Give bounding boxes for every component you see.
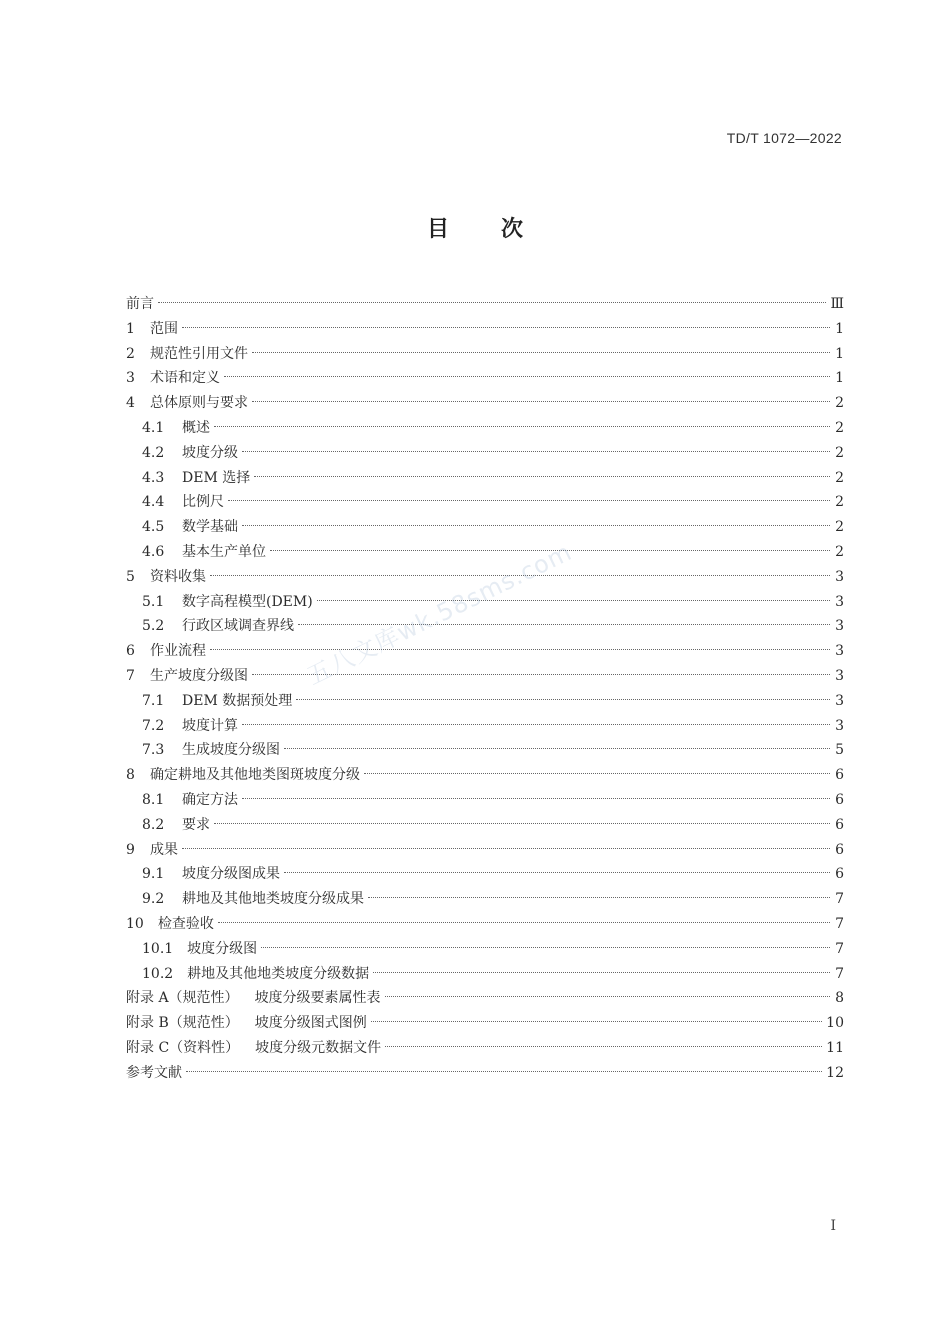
- toc-entry-number: 3: [126, 370, 135, 387]
- toc-leader-dots: [317, 600, 830, 601]
- standard-code: TD/T 1072—2022: [726, 130, 842, 146]
- toc-entry-title: 行政区域调查界线: [182, 618, 294, 635]
- toc-entry-title: 规范性引用文件: [150, 345, 248, 362]
- toc-leader-dots: [368, 897, 830, 898]
- toc-entry-page: 7: [835, 940, 844, 957]
- toc-entry[interactable]: [126, 962, 844, 987]
- toc-entry-page: 6: [835, 767, 844, 784]
- toc-entry-number: 9.1: [142, 866, 165, 883]
- toc-entry-title: 数字高程模型(DEM): [182, 593, 313, 610]
- toc-leader-dots: [385, 996, 830, 997]
- toc-entry-number: 6: [126, 643, 135, 660]
- toc-leader-dots: [261, 947, 830, 948]
- toc-entry-title: 坡度分级要素属性表: [254, 990, 381, 1007]
- toc-entry[interactable]: [126, 1011, 844, 1036]
- toc-entry-page: 3: [835, 618, 844, 635]
- toc-entry[interactable]: [126, 1061, 844, 1086]
- toc-entry-number: 7.3: [142, 742, 165, 759]
- toc-entry-page: 6: [835, 791, 844, 808]
- toc-entry-number: 4.3: [142, 469, 165, 486]
- toc-entry-page: 6: [835, 841, 844, 858]
- toc-entry[interactable]: [126, 441, 844, 466]
- toc-entry-title: 总体原则与要求: [150, 395, 248, 412]
- toc-entry-number: 10.1: [142, 940, 174, 957]
- toc-leader-dots: [296, 699, 830, 700]
- toc-entry-page: 2: [835, 419, 844, 436]
- toc-entry-number: 1: [126, 320, 135, 337]
- page-title: [0, 212, 950, 243]
- toc-entry-page: 3: [835, 717, 844, 734]
- toc-entry-page: 7: [835, 891, 844, 908]
- toc-entry-title: 比例尺: [182, 494, 224, 511]
- toc-entry[interactable]: [126, 689, 844, 714]
- toc-leader-dots: [252, 352, 830, 353]
- toc-leader-dots: [182, 848, 830, 849]
- toc-entry[interactable]: [126, 416, 844, 441]
- toc-entry-page: 2: [835, 469, 844, 486]
- toc-entry-page: 5: [835, 742, 844, 759]
- toc-entry-title: 要求: [182, 816, 210, 833]
- toc-entry-page: Ⅲ: [830, 296, 844, 312]
- toc-leader-dots: [371, 1021, 822, 1022]
- toc-entry-page: 1: [835, 320, 844, 337]
- toc-entry-number: 7: [126, 667, 135, 684]
- toc-entry-page: 8: [835, 990, 844, 1007]
- toc-leader-dots: [242, 451, 830, 452]
- toc-entry-page: 12: [826, 1064, 844, 1081]
- toc-entry-number: 8: [126, 767, 135, 784]
- toc-entry-title: 耕地及其他地类坡度分级成果: [182, 891, 364, 908]
- toc-leader-dots: [252, 401, 830, 402]
- toc-leader-dots: [210, 575, 830, 576]
- toc-entry-title: 确定方法: [182, 791, 238, 808]
- toc-leader-dots: [270, 550, 830, 551]
- toc-entry-number: 9: [126, 841, 135, 858]
- toc-leader-dots: [385, 1046, 822, 1047]
- toc-entry[interactable]: [126, 862, 844, 887]
- toc-entry[interactable]: [126, 391, 844, 416]
- toc-entry-title: DEM 选择: [182, 469, 251, 486]
- toc-entry-title: 资料收集: [150, 568, 206, 585]
- toc-entry-number: 4.4: [142, 494, 165, 511]
- toc-entry-page: 1: [835, 370, 844, 387]
- toc-entry-title: 作业流程: [150, 643, 206, 660]
- toc-entry-page: 6: [835, 816, 844, 833]
- toc-entry-number: 附录 C（资料性）: [126, 1039, 240, 1056]
- toc-leader-dots: [242, 724, 830, 725]
- toc-entry[interactable]: [126, 887, 844, 912]
- toc-leader-dots: [298, 624, 830, 625]
- toc-entry-page: 2: [835, 543, 844, 560]
- toc-entry-page: 2: [835, 519, 844, 536]
- toc-entry-page: 7: [835, 915, 844, 932]
- toc-entry[interactable]: [126, 614, 844, 639]
- toc-entry-number: 4: [126, 395, 135, 412]
- toc-entry-title: 术语和定义: [150, 370, 220, 387]
- toc-leader-dots: [218, 922, 830, 923]
- toc-entry-number: 8.1: [142, 791, 165, 808]
- toc-entry-title: 确定耕地及其他地类图斑坡度分级: [150, 767, 360, 784]
- toc-leader-dots: [214, 823, 830, 824]
- page-number: I: [830, 1218, 836, 1234]
- toc-entry-page: 2: [835, 395, 844, 412]
- toc-entry-title: 参考文献: [126, 1064, 182, 1081]
- toc-entry[interactable]: [126, 565, 844, 590]
- toc-entry-title: 前言: [126, 296, 154, 312]
- toc-leader-dots: [214, 426, 830, 427]
- toc-entry-title: 基本生产单位: [182, 543, 266, 560]
- toc-entry[interactable]: [126, 937, 844, 962]
- toc-entry-page: 7: [835, 965, 844, 982]
- toc-entry[interactable]: [126, 1036, 844, 1061]
- toc-entry[interactable]: [126, 515, 844, 540]
- toc-entry-page: 2: [835, 444, 844, 461]
- toc-entry-page: 3: [835, 667, 844, 684]
- toc-entry-number: 5: [126, 568, 135, 585]
- toc-entry-title: 耕地及其他地类坡度分级数据: [187, 965, 370, 982]
- toc-entry-title: 范围: [150, 320, 178, 337]
- toc-leader-dots: [210, 649, 830, 650]
- toc-entry[interactable]: [126, 714, 844, 739]
- toc-entry-title: DEM 数据预处理: [182, 692, 293, 709]
- toc-entry-title: 成果: [150, 841, 178, 858]
- toc-leader-dots: [252, 674, 830, 675]
- toc-entry-page: 1: [835, 345, 844, 362]
- toc-leader-dots: [224, 376, 830, 377]
- page-title-char-1: 目: [426, 216, 449, 242]
- toc-entry[interactable]: [126, 317, 844, 342]
- toc-entry-number: 8.2: [142, 816, 165, 833]
- toc-entry-number: 附录 B（规范性）: [126, 1015, 239, 1032]
- toc-entry-page: 6: [835, 866, 844, 883]
- toc-leader-dots: [228, 500, 830, 501]
- toc-entry-number: 4.2: [142, 444, 165, 461]
- toc-entry-number: 5.1: [142, 593, 165, 610]
- toc-entry-title: 坡度分级: [182, 444, 238, 461]
- toc-entry-title: 坡度分级元数据文件: [255, 1039, 382, 1056]
- toc-entry[interactable]: [126, 912, 844, 937]
- toc-entry[interactable]: [126, 664, 844, 689]
- toc-entry[interactable]: [126, 490, 844, 515]
- toc-entry-number: 4.1: [142, 419, 165, 436]
- toc-leader-dots: [158, 302, 826, 303]
- toc-entry-number: 7.2: [142, 717, 165, 734]
- toc-leader-dots: [242, 525, 830, 526]
- toc-entry-title: 坡度分级图: [187, 940, 258, 957]
- toc-entry-number: 10.2: [142, 965, 174, 982]
- toc-leader-dots: [182, 327, 830, 328]
- toc-entry-title: 坡度分级图式图例: [254, 1015, 367, 1032]
- toc-leader-dots: [364, 773, 830, 774]
- toc-entry-page: 10: [826, 1015, 844, 1032]
- toc-entry-number: 2: [126, 345, 135, 362]
- toc-leader-dots: [242, 798, 830, 799]
- toc-entry[interactable]: [126, 639, 844, 664]
- toc-entry-number: 5.2: [142, 618, 165, 635]
- toc-entry[interactable]: [126, 788, 844, 813]
- toc-entry-page: 3: [835, 643, 844, 660]
- toc-entry[interactable]: [126, 813, 844, 838]
- toc-entry[interactable]: [126, 366, 844, 391]
- toc-entry-number: 4.5: [142, 519, 165, 536]
- toc-entry[interactable]: [126, 342, 844, 367]
- toc-entry-title: 概述: [182, 419, 210, 436]
- toc-leader-dots: [254, 476, 830, 477]
- toc-entry[interactable]: [126, 590, 844, 615]
- toc-leader-dots: [284, 872, 830, 873]
- toc-entry-title: 生产坡度分级图: [150, 667, 248, 684]
- toc-leader-dots: [284, 748, 830, 749]
- toc-entry-title: 坡度计算: [182, 717, 238, 734]
- toc-entry-number: 10: [126, 915, 144, 932]
- toc-entry[interactable]: [126, 292, 844, 317]
- toc-entry[interactable]: [126, 738, 844, 763]
- toc-entry-number: 7.1: [142, 692, 165, 709]
- toc-entry-page: 3: [835, 568, 844, 585]
- toc-entry-title: 坡度分级图成果: [182, 866, 280, 883]
- toc-entry[interactable]: [126, 986, 844, 1011]
- toc-entry-number: 4.6: [142, 543, 165, 560]
- toc-entry-number: 9.2: [142, 891, 165, 908]
- toc-leader-dots: [186, 1071, 822, 1072]
- table-of-contents: [126, 292, 844, 1086]
- toc-entry-page: 3: [835, 593, 844, 610]
- toc-entry[interactable]: [126, 466, 844, 491]
- toc-entry[interactable]: [126, 540, 844, 565]
- toc-entry[interactable]: [126, 838, 844, 863]
- toc-entry[interactable]: [126, 763, 844, 788]
- toc-entry-title: 数学基础: [182, 519, 238, 536]
- page-title-char-2: 次: [501, 216, 524, 242]
- watermark: 五八文库wk.58sms.com: [302, 537, 577, 691]
- toc-entry-number: 附录 A（规范性）: [126, 990, 239, 1007]
- toc-entry-title: 生成坡度分级图: [182, 742, 280, 759]
- toc-entry-page: 2: [835, 494, 844, 511]
- toc-entry-title: 检查验收: [157, 915, 214, 932]
- toc-entry-page: 3: [835, 692, 844, 709]
- toc-leader-dots: [373, 972, 830, 973]
- toc-entry-page: 11: [826, 1039, 844, 1056]
